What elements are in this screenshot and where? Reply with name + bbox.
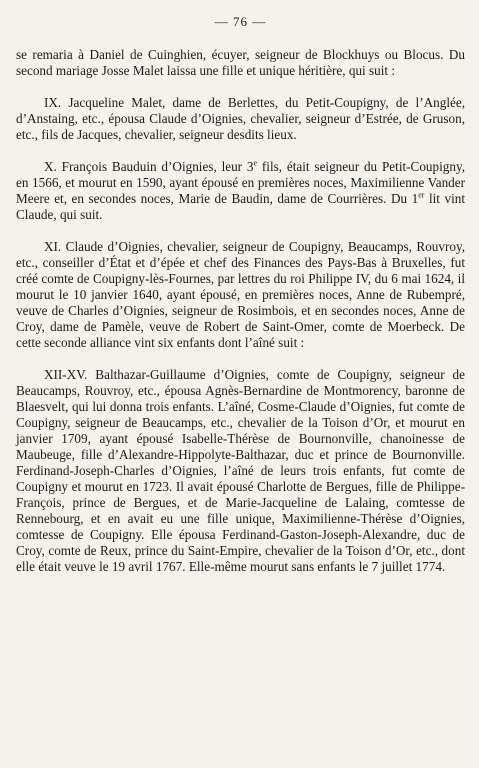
ordinal-sup-er: er: [418, 190, 425, 200]
paragraph-ix: IX. Jacqueline Malet, dame de Berlettes, du Petit-Coupigny, de l’Anglée, d’Anstaing, etc., épousa Claude d’Oignies, chevalier, seigneur d’Estrée, de Gruson, etc., fils de Jacques, chevalier, seigneur desdits lieux.: [16, 95, 465, 142]
paragraph-xii-xv: XII-XV. Balthazar-Guillaume d’Oignies, comte de Coupigny, seigneur de Beaucamps, Rouvroy, etc., épousa Agnès-Bernardine de Montmorency, baronne de Blaesvelt, qui lui donna trois enfants. L’aîné, Cosme-Claude d’Oignies, fut comte de Coupigny, seigneur de Beaucamps, etc., chevalier de la Toison d’Or, et mourut en janvier 1709, ayant épousé Isabelle-Thérèse de Bournonville, chanoinesse de Maubeuge, fille d’Alexandre-Hippolyte-Balthazar, duc et prince de Bournonville. Ferdinand-Joseph-Charles d’Oignies, l’aîné de leurs trois enfants, fut comte de Coupigny et mourut en 1723. Il avait épousé Charlotte de Bergues, fille de Philippe-François, prince de Bergues, et de Marie-Jacqueline de Lalaing, comtesse de Rennebourg, et en avait eu une fille unique, Maximilienne-Thérèse d’Oignies, comtesse de Coupigny. Elle épousa Ferdinand-Gaston-Joseph-Alexandre, duc de Croy, comte de Reux, prince du Saint-Empire, chevalier de la Toison d’Or, etc., dont elle était veuve le 19 avril 1767. Elle-même mourut sans enfants le 7 juillet 1774.: [16, 367, 465, 574]
paragraph-x-part2: fils, était seigneur du Petit-Coupigny, en 1566, et mourut en 1590, ayant épousé en premières noces, Maximilienne Vander Meere et, en secondes noces, Marie de Baudin, dame de Courrières. Du 1: [16, 159, 465, 206]
page-number: — 76 —: [214, 14, 267, 29]
paragraph-xi: XI. Claude d’Oignies, chevalier, seigneur de Coupigny, Beaucamps, Rouvroy, etc., conseiller d’État et d’épée et chef des Finances des Pays-Bas à Bruxelles, fut créé comte de Coupigny-lès-Fournes, par lettres du roi Philippe IV, du 6 mai 1624, il mourut le 10 janvier 1640, ayant épousé, en premières noces, Anne de Rubempré, veuve de Charles d’Oignies, seigneur de Rosimbois, et en secondes noces, Anne de Croy, dame de Pamèle, veuve de Robert de Saint-Omer, comte de Moerbeck. De cette seconde alliance vint six enfants dont l’aîné suit :: [16, 239, 465, 350]
paragraph-x-part1: X. François Bauduin d’Oignies, leur 3: [44, 159, 254, 174]
paragraph-x-part3: lit vint Claude, qui suit.: [16, 191, 465, 222]
paragraph-continuation: se remaria à Daniel de Cuinghien, écuyer, seigneur de Blockhuys ou Blocus. Du second mariage Josse Malet laissa une fille et unique héritière, qui suit :: [16, 47, 465, 78]
ordinal-sup-e: e: [253, 158, 258, 168]
paragraph-x: [16, 159, 465, 223]
